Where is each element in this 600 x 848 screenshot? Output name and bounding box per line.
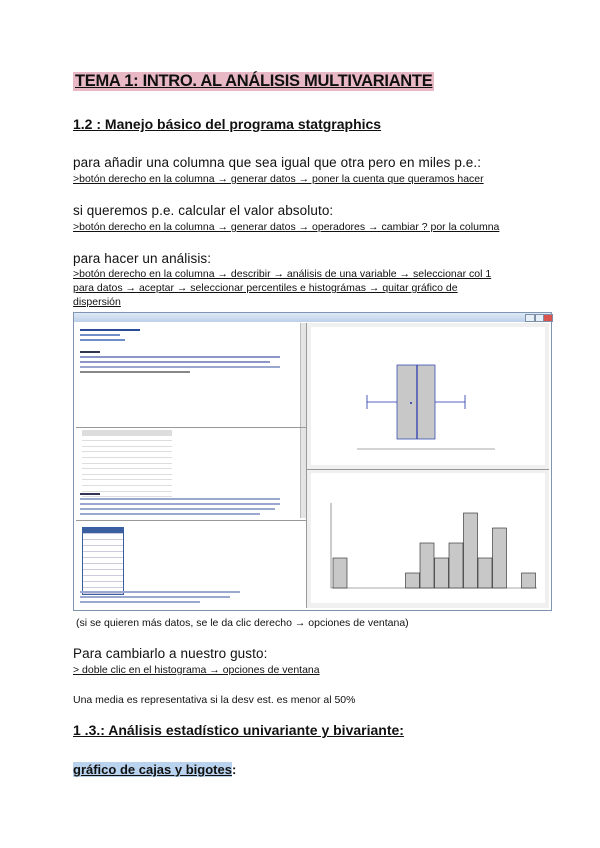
- page-title: TEMA 1: INTRO. AL ANÁLISIS MULTIVARIANTE: [75, 72, 433, 90]
- paragraph-add-column: para añadir una columna que sea igual que otra pero en miles p.e.:: [73, 155, 482, 170]
- histogram-bar: [493, 528, 507, 588]
- summary-statistics-table: [82, 430, 172, 497]
- steps-absolute-value: >botón derecho en la columna → generar datos → operadores → cambiar ? por la columna: [73, 221, 500, 233]
- box-plot-svg: [311, 327, 545, 465]
- minimize-icon: [525, 314, 535, 322]
- statgraphics-screenshot: [73, 312, 552, 611]
- histogram-plot[interactable]: [311, 473, 545, 603]
- paragraph-analysis: para hacer un análisis:: [73, 251, 212, 266]
- percentiles-table: [82, 527, 124, 595]
- note-representative-mean: Una media es representativa si la desv est. es menor al 50%: [73, 694, 356, 706]
- output-scrollbar[interactable]: [300, 323, 306, 427]
- histogram-bar: [522, 573, 536, 588]
- steps-customize: > doble clic en el histograma → opciones de ventana: [73, 664, 320, 676]
- window-titlebar: [74, 313, 551, 322]
- histogram-bar: [449, 543, 463, 588]
- analysis-output-pane: [76, 323, 307, 608]
- histogram-svg: [311, 473, 545, 603]
- subsection-box-plot: [73, 762, 236, 777]
- subsection-box-plot-label: gráfico de cajas y bigotes: [73, 762, 232, 777]
- steps-analysis-line-2: para datos → aceptar → seleccionar percentiles e histográmas → quitar gráfico de: [73, 282, 458, 294]
- box-rectangle: [397, 365, 435, 439]
- histogram-bar: [420, 543, 434, 588]
- steps-add-column: >botón derecho en la columna → generar datos → poner la cuenta que queramos hacer: [73, 173, 484, 185]
- steps-analysis-line-3: dispersión: [73, 296, 121, 308]
- histogram-bar: [333, 558, 347, 588]
- histogram-bar: [478, 558, 492, 588]
- histogram-bar: [435, 558, 449, 588]
- subsection-colon: :: [231, 762, 237, 777]
- paragraph-absolute-value: si queremos p.e. calcular el valor absoluto:: [73, 203, 334, 218]
- stats-scrollbar[interactable]: [300, 428, 306, 518]
- histogram-bar: [406, 573, 420, 588]
- caption-window-options: (si se quieren más datos, se le da clic derecho → opciones de ventana): [76, 617, 409, 629]
- box-whisker-plot[interactable]: [311, 327, 545, 465]
- section-heading-1-3: 1 .3.: Análisis estadístico univariante y bivariante:: [73, 722, 404, 738]
- paragraph-customize: Para cambiarlo a nuestro gusto:: [73, 646, 268, 661]
- histogram-bar: [464, 513, 478, 588]
- section-heading-1-2: 1.2 : Manejo básico del programa statgraphics: [73, 116, 382, 132]
- close-icon: [543, 314, 553, 322]
- graphics-pane: [307, 323, 549, 608]
- steps-analysis-line-1: >botón derecho en la columna → describir → análisis de una variable → seleccionar col 1: [73, 268, 492, 280]
